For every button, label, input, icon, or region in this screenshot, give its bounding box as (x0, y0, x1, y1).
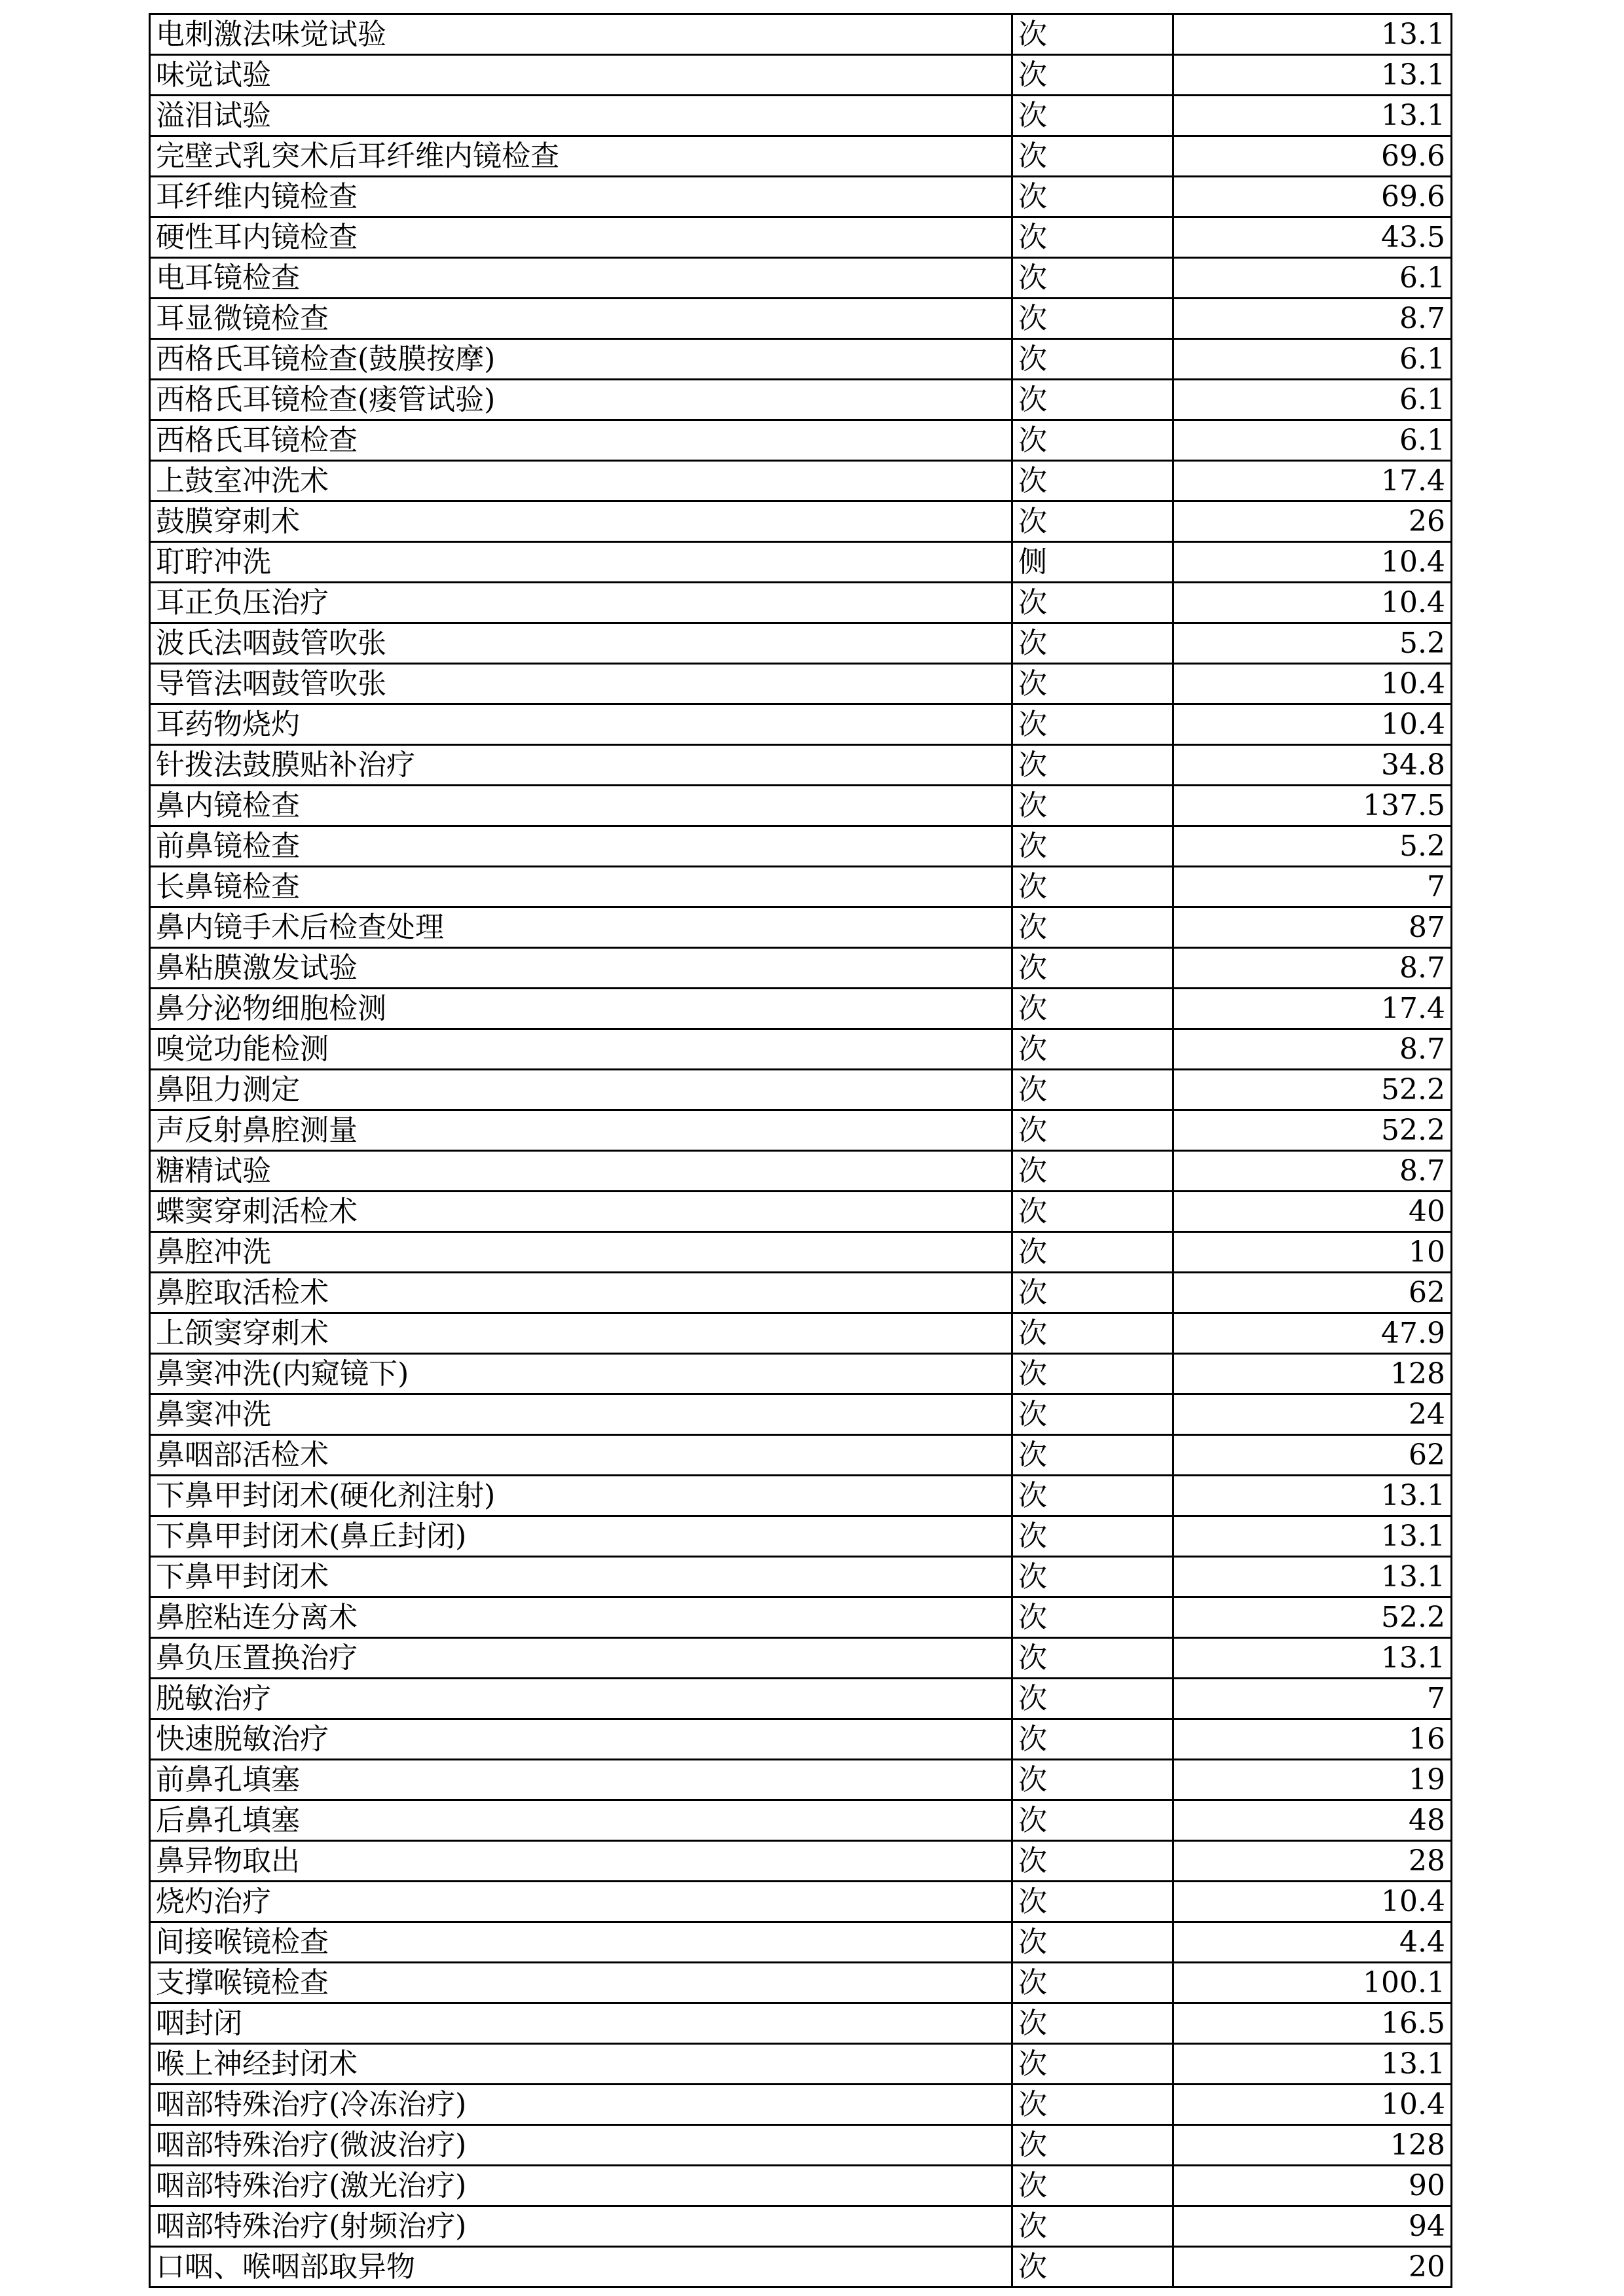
item-name-cell: 鼻腔冲洗 (150, 1232, 1012, 1273)
item-name-cell: 下鼻甲封闭术(硬化剂注射) (150, 1476, 1012, 1516)
table-row (150, 14, 1452, 55)
table-row (150, 623, 1452, 664)
unit-cell: 次 (1012, 177, 1173, 217)
table-row (150, 2125, 1452, 2166)
table-row (150, 745, 1452, 786)
table-row (150, 1719, 1452, 1760)
table-row (150, 1070, 1452, 1110)
table-row (150, 704, 1452, 745)
unit-cell: 次 (1012, 1922, 1173, 1963)
table-row (150, 2044, 1452, 2085)
price-cell: 13.1 (1173, 1516, 1452, 1557)
item-name-cell: 前鼻孔填塞 (150, 1760, 1012, 1800)
table-row (150, 1313, 1452, 1354)
price-cell: 52.2 (1173, 1597, 1452, 1638)
item-name-cell: 喉上神经封闭术 (150, 2044, 1012, 2085)
table-row (150, 1354, 1452, 1394)
item-name-cell: 上颌窦穿刺术 (150, 1313, 1012, 1354)
table-row (150, 1922, 1452, 1963)
unit-cell: 次 (1012, 2044, 1173, 2085)
price-cell: 10.4 (1173, 704, 1452, 745)
table-row (150, 1110, 1452, 1151)
table-row (150, 2166, 1452, 2206)
table-row (150, 299, 1452, 339)
unit-cell: 次 (1012, 96, 1173, 136)
price-cell: 6.1 (1173, 420, 1452, 461)
item-name-cell: 咽部特殊治疗(射频治疗) (150, 2206, 1012, 2247)
unit-cell: 次 (1012, 867, 1173, 907)
price-cell: 47.9 (1173, 1313, 1452, 1354)
table-row (150, 826, 1452, 867)
item-name-cell: 鼻阻力测定 (150, 1070, 1012, 1110)
price-cell: 52.2 (1173, 1070, 1452, 1110)
price-cell: 6.1 (1173, 258, 1452, 299)
price-cell: 62 (1173, 1273, 1452, 1313)
price-cell: 40 (1173, 1192, 1452, 1232)
unit-cell: 次 (1012, 1679, 1173, 1719)
unit-cell: 次 (1012, 583, 1173, 623)
unit-cell: 次 (1012, 1070, 1173, 1110)
item-name-cell: 鼻咽部活检术 (150, 1435, 1012, 1476)
unit-cell: 次 (1012, 501, 1173, 542)
price-cell: 19 (1173, 1760, 1452, 1800)
price-cell: 6.1 (1173, 339, 1452, 380)
price-cell: 10.4 (1173, 542, 1452, 583)
unit-cell: 次 (1012, 420, 1173, 461)
item-name-cell: 针拨法鼓膜贴补治疗 (150, 745, 1012, 786)
item-name-cell: 鼻内镜手术后检查处理 (150, 907, 1012, 948)
unit-cell: 次 (1012, 14, 1173, 55)
unit-cell: 次 (1012, 1638, 1173, 1679)
table-row (150, 1476, 1452, 1516)
unit-cell: 次 (1012, 623, 1173, 664)
table-row (150, 339, 1452, 380)
unit-cell: 次 (1012, 826, 1173, 867)
item-name-cell: 咽部特殊治疗(冷冻治疗) (150, 2085, 1012, 2125)
item-name-cell: 声反射鼻腔测量 (150, 1110, 1012, 1151)
item-name-cell: 鼻窦冲洗(内窥镜下) (150, 1354, 1012, 1394)
table-row (150, 867, 1452, 907)
table-row (150, 1273, 1452, 1313)
unit-cell: 次 (1012, 1110, 1173, 1151)
unit-cell: 次 (1012, 1760, 1173, 1800)
price-cell: 8.7 (1173, 948, 1452, 989)
item-name-cell: 咽部特殊治疗(微波治疗) (150, 2125, 1012, 2166)
unit-cell: 次 (1012, 2125, 1173, 2166)
price-cell: 69.6 (1173, 177, 1452, 217)
table-row (150, 380, 1452, 420)
item-name-cell: 快速脱敏治疗 (150, 1719, 1012, 1760)
price-cell: 43.5 (1173, 217, 1452, 258)
item-name-cell: 电刺激法味觉试验 (150, 14, 1012, 55)
unit-cell: 次 (1012, 907, 1173, 948)
price-cell: 10.4 (1173, 664, 1452, 704)
item-name-cell: 西格氏耳镜检查(鼓膜按摩) (150, 339, 1012, 380)
item-name-cell: 脱敏治疗 (150, 1679, 1012, 1719)
price-cell: 94 (1173, 2206, 1452, 2247)
item-name-cell: 鼻粘膜激发试验 (150, 948, 1012, 989)
item-name-cell: 味觉试验 (150, 55, 1012, 96)
unit-cell: 次 (1012, 1273, 1173, 1313)
item-name-cell: 口咽、喉咽部取异物 (150, 2247, 1012, 2287)
price-cell: 128 (1173, 2125, 1452, 2166)
unit-cell: 次 (1012, 1719, 1173, 1760)
table-row (150, 2206, 1452, 2247)
price-cell: 8.7 (1173, 1151, 1452, 1192)
price-cell: 7 (1173, 867, 1452, 907)
unit-cell: 侧 (1012, 542, 1173, 583)
price-cell: 13.1 (1173, 1557, 1452, 1597)
unit-cell: 次 (1012, 1557, 1173, 1597)
price-cell: 69.6 (1173, 136, 1452, 177)
item-name-cell: 耳药物烧灼 (150, 704, 1012, 745)
item-name-cell: 耳正负压治疗 (150, 583, 1012, 623)
price-cell: 17.4 (1173, 461, 1452, 501)
unit-cell: 次 (1012, 1597, 1173, 1638)
unit-cell: 次 (1012, 136, 1173, 177)
price-cell: 10 (1173, 1232, 1452, 1273)
item-name-cell: 鼻窦冲洗 (150, 1394, 1012, 1435)
item-name-cell: 完壁式乳突术后耳纤维内镜检查 (150, 136, 1012, 177)
price-cell: 13.1 (1173, 2044, 1452, 2085)
unit-cell: 次 (1012, 1963, 1173, 2003)
price-cell: 26 (1173, 501, 1452, 542)
unit-cell: 次 (1012, 1192, 1173, 1232)
item-name-cell: 西格氏耳镜检查 (150, 420, 1012, 461)
item-name-cell: 支撑喉镜检查 (150, 1963, 1012, 2003)
unit-cell: 次 (1012, 1313, 1173, 1354)
price-cell: 24 (1173, 1394, 1452, 1435)
table-row (150, 1516, 1452, 1557)
unit-cell: 次 (1012, 786, 1173, 826)
item-name-cell: 电耳镜检查 (150, 258, 1012, 299)
item-name-cell: 鼻腔取活检术 (150, 1273, 1012, 1313)
item-name-cell: 耳显微镜检查 (150, 299, 1012, 339)
item-name-cell: 导管法咽鼓管吹张 (150, 664, 1012, 704)
unit-cell: 次 (1012, 339, 1173, 380)
table-row (150, 217, 1452, 258)
price-cell: 20 (1173, 2247, 1452, 2287)
item-name-cell: 鼻分泌物细胞检测 (150, 989, 1012, 1029)
price-cell: 7 (1173, 1679, 1452, 1719)
unit-cell: 次 (1012, 948, 1173, 989)
table-row (150, 1435, 1452, 1476)
table-row (150, 907, 1452, 948)
table-row (150, 420, 1452, 461)
price-cell: 10.4 (1173, 2085, 1452, 2125)
unit-cell: 次 (1012, 2206, 1173, 2247)
price-cell: 8.7 (1173, 1029, 1452, 1070)
unit-cell: 次 (1012, 1800, 1173, 1841)
table-row (150, 177, 1452, 217)
unit-cell: 次 (1012, 2166, 1173, 2206)
item-name-cell: 间接喉镜检查 (150, 1922, 1012, 1963)
price-cell: 137.5 (1173, 786, 1452, 826)
table-row (150, 1394, 1452, 1435)
unit-cell: 次 (1012, 704, 1173, 745)
table-row (150, 461, 1452, 501)
price-cell: 13.1 (1173, 1638, 1452, 1679)
table-row (150, 1192, 1452, 1232)
price-cell: 10.4 (1173, 583, 1452, 623)
price-cell: 90 (1173, 2166, 1452, 2206)
price-cell: 100.1 (1173, 1963, 1452, 2003)
unit-cell: 次 (1012, 1476, 1173, 1516)
price-table-body (150, 14, 1452, 2287)
table-row (150, 1760, 1452, 1800)
unit-cell: 次 (1012, 1232, 1173, 1273)
price-cell: 13.1 (1173, 14, 1452, 55)
price-cell: 52.2 (1173, 1110, 1452, 1151)
price-cell: 13.1 (1173, 1476, 1452, 1516)
price-cell: 62 (1173, 1435, 1452, 1476)
item-name-cell: 上鼓室冲洗术 (150, 461, 1012, 501)
unit-cell: 次 (1012, 299, 1173, 339)
table-row (150, 1232, 1452, 1273)
price-cell: 6.1 (1173, 380, 1452, 420)
table-row (150, 2085, 1452, 2125)
table-row (150, 1800, 1452, 1841)
price-cell: 48 (1173, 1800, 1452, 1841)
item-name-cell: 后鼻孔填塞 (150, 1800, 1012, 1841)
unit-cell: 次 (1012, 1354, 1173, 1394)
table-row (150, 1597, 1452, 1638)
table-row (150, 258, 1452, 299)
unit-cell: 次 (1012, 1841, 1173, 1882)
table-row (150, 1151, 1452, 1192)
unit-cell: 次 (1012, 664, 1173, 704)
unit-cell: 次 (1012, 2247, 1173, 2287)
price-cell: 34.8 (1173, 745, 1452, 786)
unit-cell: 次 (1012, 989, 1173, 1029)
unit-cell: 次 (1012, 745, 1173, 786)
unit-cell: 次 (1012, 1151, 1173, 1192)
item-name-cell: 硬性耳内镜检查 (150, 217, 1012, 258)
table-row (150, 542, 1452, 583)
table-row (150, 1638, 1452, 1679)
item-name-cell: 波氏法咽鼓管吹张 (150, 623, 1012, 664)
price-cell: 16.5 (1173, 2003, 1452, 2044)
price-cell: 128 (1173, 1354, 1452, 1394)
table-row (150, 501, 1452, 542)
item-name-cell: 耵聍冲洗 (150, 542, 1012, 583)
item-name-cell: 鼻负压置换治疗 (150, 1638, 1012, 1679)
table-row (150, 1841, 1452, 1882)
table-row (150, 136, 1452, 177)
table-row (150, 2003, 1452, 2044)
price-cell: 28 (1173, 1841, 1452, 1882)
table-row (150, 786, 1452, 826)
unit-cell: 次 (1012, 1394, 1173, 1435)
item-name-cell: 溢泪试验 (150, 96, 1012, 136)
item-name-cell: 鼓膜穿刺术 (150, 501, 1012, 542)
item-name-cell: 咽封闭 (150, 2003, 1012, 2044)
price-cell: 87 (1173, 907, 1452, 948)
item-name-cell: 耳纤维内镜检查 (150, 177, 1012, 217)
price-cell: 4.4 (1173, 1922, 1452, 1963)
item-name-cell: 糖精试验 (150, 1151, 1012, 1192)
unit-cell: 次 (1012, 380, 1173, 420)
item-name-cell: 下鼻甲封闭术(鼻丘封闭) (150, 1516, 1012, 1557)
table-row (150, 1882, 1452, 1922)
table-row (150, 1557, 1452, 1597)
table-row (150, 948, 1452, 989)
unit-cell: 次 (1012, 258, 1173, 299)
price-cell: 16 (1173, 1719, 1452, 1760)
item-name-cell: 前鼻镜检查 (150, 826, 1012, 867)
item-name-cell: 嗅觉功能检测 (150, 1029, 1012, 1070)
unit-cell: 次 (1012, 1435, 1173, 1476)
item-name-cell: 下鼻甲封闭术 (150, 1557, 1012, 1597)
price-cell: 5.2 (1173, 623, 1452, 664)
price-cell: 17.4 (1173, 989, 1452, 1029)
item-name-cell: 长鼻镜检查 (150, 867, 1012, 907)
price-cell: 13.1 (1173, 96, 1452, 136)
table-row (150, 583, 1452, 623)
table-row (150, 989, 1452, 1029)
table-row (150, 55, 1452, 96)
item-name-cell: 鼻腔粘连分离术 (150, 1597, 1012, 1638)
item-name-cell: 西格氏耳镜检查(瘘管试验) (150, 380, 1012, 420)
unit-cell: 次 (1012, 217, 1173, 258)
table-row (150, 664, 1452, 704)
price-table (149, 13, 1452, 2288)
item-name-cell: 烧灼治疗 (150, 1882, 1012, 1922)
table-row (150, 1029, 1452, 1070)
unit-cell: 次 (1012, 461, 1173, 501)
unit-cell: 次 (1012, 2085, 1173, 2125)
item-name-cell: 蝶窦穿刺活检术 (150, 1192, 1012, 1232)
unit-cell: 次 (1012, 1882, 1173, 1922)
table-row (150, 96, 1452, 136)
table-row (150, 1679, 1452, 1719)
price-cell: 10.4 (1173, 1882, 1452, 1922)
unit-cell: 次 (1012, 1029, 1173, 1070)
price-cell: 5.2 (1173, 826, 1452, 867)
item-name-cell: 咽部特殊治疗(激光治疗) (150, 2166, 1012, 2206)
price-cell: 8.7 (1173, 299, 1452, 339)
item-name-cell: 鼻异物取出 (150, 1841, 1012, 1882)
table-row (150, 2247, 1452, 2287)
unit-cell: 次 (1012, 2003, 1173, 2044)
unit-cell: 次 (1012, 1516, 1173, 1557)
item-name-cell: 鼻内镜检查 (150, 786, 1012, 826)
price-cell: 13.1 (1173, 55, 1452, 96)
table-row (150, 1963, 1452, 2003)
unit-cell: 次 (1012, 55, 1173, 96)
